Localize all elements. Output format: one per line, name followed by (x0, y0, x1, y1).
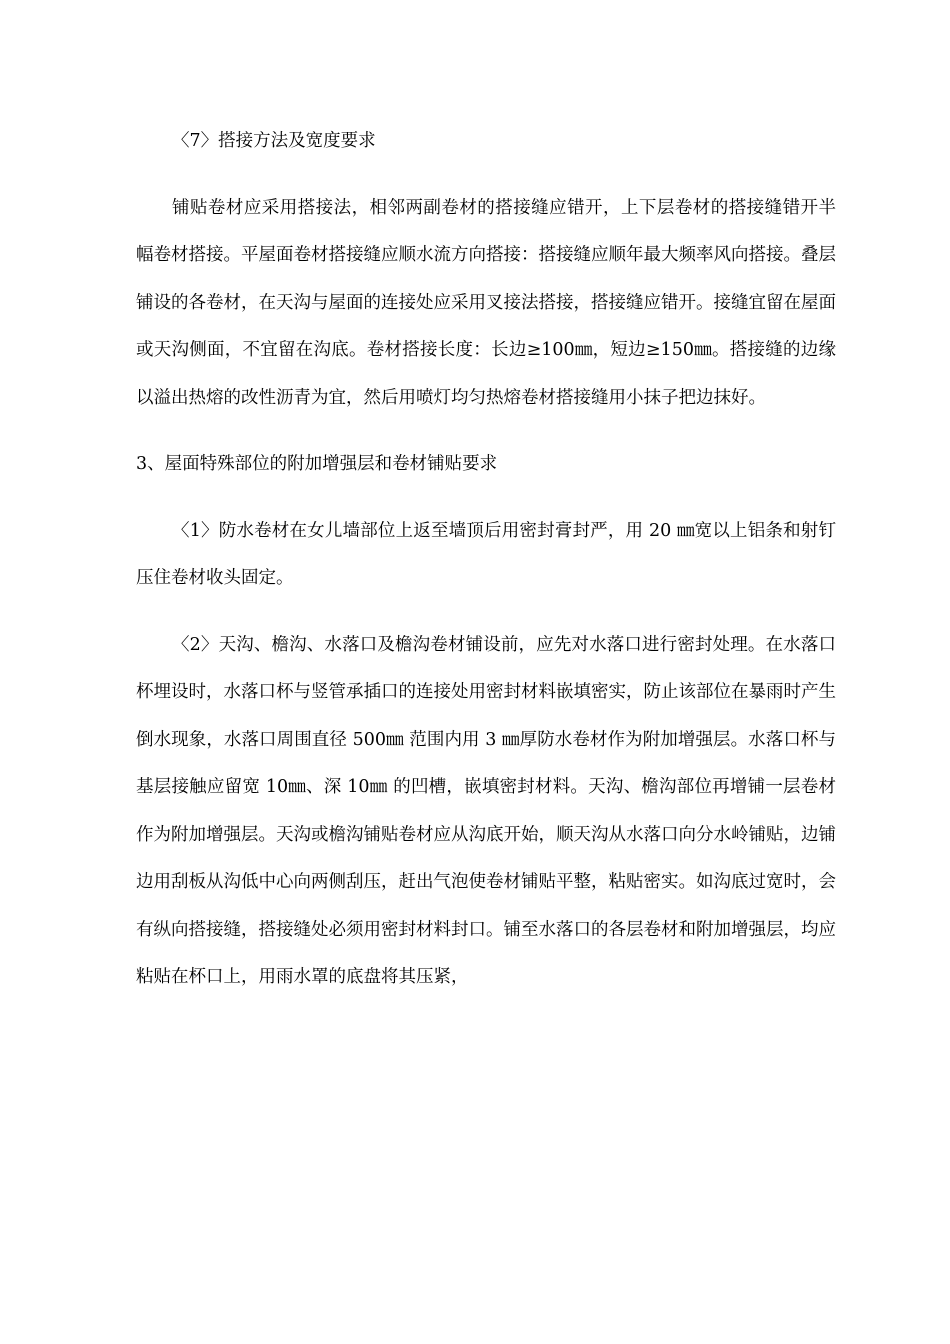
paragraph-lap-method: 铺贴卷材应采用搭接法，相邻两副卷材的搭接缝应错开，上下层卷材的搭接缝错开半幅卷材搭接。平屋面卷材搭接缝应顺水流方向搭接：搭接缝应顺年最大频率风向搭接。叠层铺设的各卷材，在天沟与屋面的连接处应采用叉接法搭接，搭接缝应错开。接缝宜留在屋面或天沟侧面，不宜留在沟底。卷材搭接长度：长边≥100㎜，短边≥150㎜。搭接缝的边缘以溢出热熔的改性沥青为宜，然后用喷灯均匀热熔卷材搭接缝用小抹子把边抹好。 (136, 197, 836, 408)
section-heading-lap-method: 〈7〉搭接方法及宽度要求 (172, 131, 376, 151)
paragraph-parapet: 〈1〉防水卷材在女儿墙部位上返至墙顶后用密封膏封严，用 20 ㎜宽以上铝条和射钉压住卷材收头固定。 (136, 520, 836, 588)
paragraph-gutter-drain: 〈2〉天沟、檐沟、水落口及檐沟卷材铺设前，应先对水落口进行密封处理。在水落口杯埋设时，水落口杯与竖管承插口的连接处用密封材料嵌填密实，防止该部位在暴雨时产生倒水现象，水落口周围直径 500㎜ 范围内用 3 ㎜厚防水卷材作为附加增强层。水落口杯与基层接触应留宽 10㎜、深 10㎜ 的凹槽，嵌填密封材料。天沟、檐沟部位再增铺一层卷材作为附加增强层。天沟或檐沟铺贴卷材应从沟底开始，顺天沟从水落口向分水岭铺贴，边铺边用刮板从沟低中心向两侧刮压，赶出气泡使卷材铺贴平整，粘贴密实。如沟底过宽时，会有纵向搭接缝，搭接缝处必须用密封材料封口。铺至水落口的各层卷材和附加增强层，均应粘贴在杯口上，用雨水罩的底盘将其压紧， (136, 634, 836, 987)
section-heading-special-parts: 3、屋面特殊部位的附加增强层和卷材铺贴要求 (136, 454, 498, 474)
document-body (136, 118, 836, 1002)
